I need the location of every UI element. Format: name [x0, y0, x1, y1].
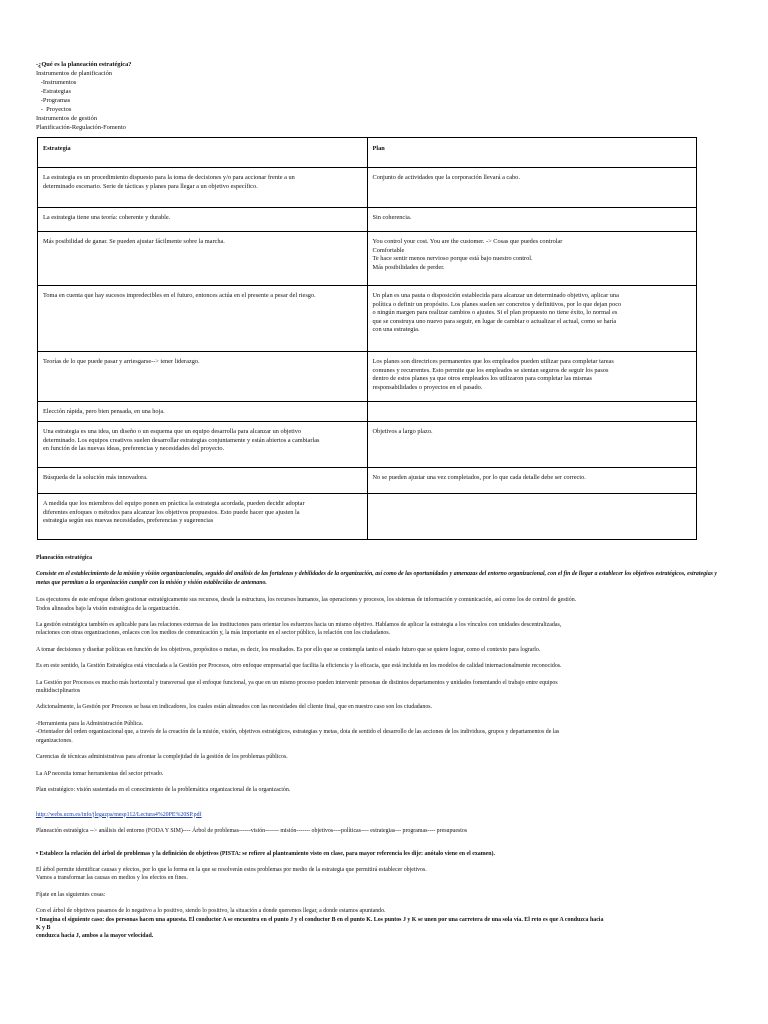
table-row: [38, 402, 697, 422]
table-cell: You control your cost. You are the customer. -> Cosas que puedes controlar Comfortable Te hace sentir menos nervioso porque está bajo nuestro control. Más posibilidades de perder.: [367, 232, 697, 286]
table-cell: Los planes son directrices permanentes que los empleados pueden utilizar para completar tareas comunes y recurrentes. Esto permite que los empleados se sientan seguros de seguir los pasos dentro de estos planes ya que otros empleados los utilizaron para completar las mismas responsabilidades o proyectos en el pasado.: [367, 352, 697, 402]
table-row: [38, 422, 697, 468]
table-cell: Teorías de lo que puede pasar y arriesgarse--> tener liderazgo.: [38, 352, 368, 402]
paragraph: Con el árbol de objetivos pasamos de lo negativo a lo positivo, siendo lo positivo, la situación a donde queremos llegar, a donde estamos apuntando.: [36, 908, 386, 915]
reference-link[interactable]: http://webs.ucm.es/info/jlegazpa/mesp112/Lectura4%20PE%20SP.pdf: [36, 811, 202, 818]
header-cell-plan: Plan: [367, 138, 697, 168]
paragraph: Plan estratégico: visión sustentada en el conocimiento de la problemática organizacional de la organización.: [36, 786, 291, 793]
table-cell: Una estrategia es una idea, un diseño o un esquema que un equipo desarrolla para alcanzar un objetivo determinado. Los equipos creativos suelen desarrollar estrategias conjuntamente y están abiertos a cambiarlas en función de las nuevas ideas, preferencias y necesidades del proyecto.: [38, 422, 368, 468]
table-cell: Búsqueda de la solución más innovadora.: [38, 468, 368, 494]
intro-line: Instrumentos de gestión: [36, 115, 98, 122]
table-row: [38, 468, 697, 494]
table-cell: [367, 402, 697, 422]
table-cell: Elección rápida, pero bien pensada, en una hoja.: [38, 402, 368, 422]
paragraph: Los ejecutores de este enfoque deben gestionar estratégicamente sus recursos, desde la estructura, los recursos humanos, las operaciones y procesos, los sistemas de información y comunicación, así como los de control de gestión. Todos alineados bajo la visión estratégica de la organización.: [36, 597, 577, 612]
paragraph: -Herramienta para la Administración Pública. -Orientador del orden organizacional que, a través de la creación de la misión, visión, objetivos estratégicos, estrategias y metas, dota de sentido el desarrollo de las acciones de los individuos, grupos y departamentos de las organizaciones.: [36, 720, 560, 744]
link-paragraph: [36, 802, 730, 819]
paragraph: Es en este sentido, la Gestión Estratégica está vinculada a la Gestión por Procesos, otro enfoque empresarial que facilita la eficiencia y la eficacia, que está incluida en los modelos de calidad internacionalmente reconocidos.: [36, 663, 562, 670]
table-cell: [367, 494, 697, 540]
intro-line: Planificación-Regulación-Fomento: [36, 124, 126, 131]
bullet-item: • Establece la relación del árbol de problemas y la definición de objetivos (PISTA: se refiere al planteamiento visto en clase, para mayor referencia les dije: anótalo viene en el examen).: [36, 850, 495, 857]
intro-line: Instrumentos de planificación: [36, 70, 112, 77]
intro-line: -Programas: [36, 97, 71, 104]
intro-question: -¿Qué es la planeación estratégica?: [36, 61, 132, 68]
table-cell: Toma en cuenta que hay sucesos impredecibles en el futuro, entonces actúa en el presente a pesar del riesgo.: [38, 286, 368, 352]
section-title: Planeación estratégica: [36, 555, 93, 561]
table-row: [38, 232, 697, 286]
table-cell: A medida que los miembros del equipo ponen en práctica la estrategia acordada, pueden decidir adoptar diferentes enfoques o métodos para alcanzar los objetivos propuestos. Esto puede hacer que ajusten la estrategia según sus nuevas necesidades, preferencias y sugerencias: [38, 494, 368, 540]
header-cell-estrategia: Estrategia: [38, 138, 368, 168]
paragraph: La AP necesita tomar herramientas del sector privado.: [36, 770, 164, 777]
table-row: [38, 286, 697, 352]
paragraph: La gestión estratégica también es aplicable para las relaciones externas de las instituciones para orientar los esfuerzos hacia un mismo objetivo. Hablamos de aplicar la estrategia a los vínculos con unidades descentralizadas, relaciones con otras organizaciones, enlaces con los medios de comunicación y, la más importante en el sector público, la relación con los ciudadanos.: [36, 622, 562, 637]
table-cell: La estrategia es un procedimiento dispuesto para la toma de decisiones y/o para accionar frente a un determinado escenario. Serie de tácticas y planes para llegar a un objetivo específico.: [38, 168, 368, 208]
table-cell: Sin coherencia.: [367, 208, 697, 232]
intro-line: -Instrumentos: [36, 79, 77, 86]
intro-line: -Estrategias: [36, 88, 71, 95]
table-cell: Más posibilidad de ganar. Se pueden ajustar fácilmente sobre la marcha.: [38, 232, 368, 286]
table-row: [38, 494, 697, 540]
strategy-vs-plan-table: [37, 137, 697, 540]
table-cell: Objetivos a largo plazo.: [367, 422, 697, 468]
paragraph: Adicionalmente, la Gestión por Procesos se basa en indicadores, los cuales están alineados con las necesidades del cliente final, que en nuestro caso son los ciudadanos.: [36, 704, 433, 711]
bullet-item: • Imagina el siguiente caso: dos personas hacen una apuesta. El conductor A se encuentra en el punto J y el conductor B en el punto K. Los puntos J y K se unen por una carretera de una sola vía. El reto es que A conduzca hacia K y B conduzca hacia J, ambos a la mayor velocidad.: [36, 916, 604, 940]
table-row: [38, 168, 697, 208]
paragraph: Carencias de técnicas administrativas para afrontar la complejidad de la gestión de los problemas públicos.: [36, 754, 288, 761]
intro-block: [36, 60, 730, 132]
paragraph: El árbol permite identificar causas y efectos, por lo que la forma en la que se resolverán estos problemas por medio de la estrategia que permitirá establecer objetivos. Vamos a transformar las causas en medios y los efectos en fines.: [36, 866, 427, 882]
paragraph: A tomar decisiones y diseñar políticas en función de los objetivos, propósitos o metas, es decir, los resultados. Es por ello que se contempla tanto el estado futuro que se quiere lograr, como el contexto para lograrlo.: [36, 646, 541, 653]
planeacion-section: [36, 554, 730, 941]
table-row: [38, 208, 697, 232]
paragraph: Planeación estratégica --> análisis del entorno (FODA Y SIM)---- Árbol de problemas------visión------- misión------- objetivos----políticas---- estrategias--- programas---- presupuestos: [36, 828, 468, 835]
intro-line: - Proyectos: [36, 106, 72, 113]
table-header-row: [38, 138, 697, 168]
table-cell: No se pueden ajustar una vez completados, por lo que cada detalle debe ser correcto.: [367, 468, 697, 494]
table-cell: La estrategia tiene una teoría: coherente y durable.: [38, 208, 368, 232]
paragraph: Fíjate en las siguientes cosas:: [36, 891, 106, 898]
table-row: [38, 352, 697, 402]
document-page: [36, 60, 730, 949]
table-cell: Conjunto de actividades que la corporación llevará a cabo.: [367, 168, 697, 208]
paragraph: La Gestión por Procesos es mucho más horizontal y transversal que el enfoque funcional, ya que en un mismo proceso pueden intervenir personas de distintos departamentos y unidades fomentando el trabajo entre equipos multidisciplinarios: [36, 679, 558, 695]
table-cell: Un plan es una pauta o disposición establecida para alcanzar un determinado objetivo, aplicar una política o definir un propósito. Los planes suelen ser concretos y definitivos, por lo que dejan poco o ningún margen para realizar cambios o ajustes. Si el plan propuesto no tiene éxito, lo normal es que se construya uno nuevo para seguir, en lugar de cambiar o actualizar el actual, como se haría con una estrategia.: [367, 286, 697, 352]
section-lead: Consiste en el establecimiento de la misión y visión organizacionales, seguido del análisis de las fortalezas y debilidades de la organización, así como de las oportunidades y amenazas del entorno organizacional, con el fin de llegar a establecer los objetivos estratégicos, estrategias y metas que permitan a la organización cumplir con la misión y visión establecidas de antemano.: [36, 571, 718, 586]
